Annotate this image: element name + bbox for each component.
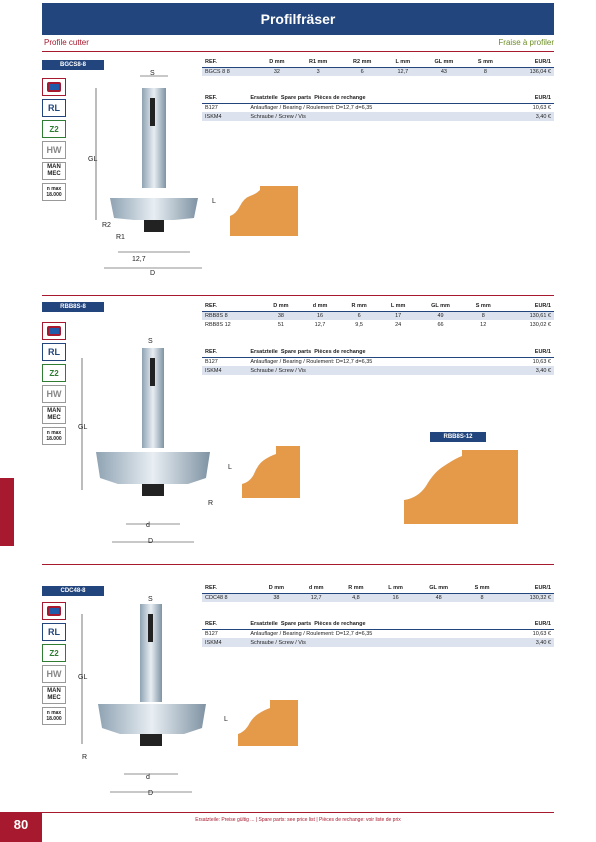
- z2-icon: Z2: [42, 120, 66, 138]
- z2-icon: Z2: [42, 364, 66, 382]
- page-number: 80: [0, 812, 42, 842]
- dim-gl: GL: [88, 156, 98, 163]
- dim-r: R: [82, 754, 88, 761]
- rotation-icon: [42, 602, 66, 620]
- wood-profile: [242, 446, 302, 500]
- spec-table: REF. D mm R1 mm R2 mm L mm GL mm S mm EUR/1 BGCS 8 8 32 3 6 12,7 43 8 136,04 €: [202, 58, 554, 76]
- rl-icon: RL: [42, 99, 66, 117]
- icon-column: [42, 78, 66, 204]
- product-tag: CDC48-8: [42, 586, 104, 596]
- dim-l: L: [228, 464, 232, 471]
- wood-profile: [238, 700, 300, 748]
- table-row: B127 Anlauflager / Bearing / Roulement: D=12,7 d=6,35 10,63 €: [205, 358, 551, 365]
- divider: [42, 564, 554, 565]
- product-section-bgcs8: [42, 58, 554, 288]
- product-tag: RBB8S-12: [430, 432, 486, 442]
- table-row: B127 Anlauflager / Bearing / Roulement: D=12,7 d=6,35 10,63 €: [205, 630, 551, 637]
- dim-gl: GL: [78, 424, 88, 431]
- rpm-icon: n max 18.000: [42, 427, 66, 445]
- dim-r2: R2: [102, 222, 111, 229]
- subheader-right: Fraise à profiler: [498, 38, 554, 47]
- page-title: Profilfräser: [42, 3, 554, 35]
- dim-l: L: [224, 716, 228, 723]
- wood-profile-large: [404, 450, 520, 526]
- spec-table: REF. D mm d mm R mm L mm GL mm S mm EUR/1 CDC48 8 38 12,7 4,8 16 48 8 130,32 €: [202, 584, 554, 602]
- table-row: ISKM4 Schraube / Screw / Vis 3,40 €: [202, 638, 554, 647]
- footer-note: Ersatzteile: Preise gültig ... | Spare parts: see price list | Pièces de rechange: voir liste de prix: [195, 817, 401, 823]
- table-row: B127 Anlauflager / Bearing / Roulement: D=12,7 d=6,35 10,63 €: [205, 104, 551, 111]
- dim-d: D: [148, 790, 154, 797]
- icon-column: [42, 602, 66, 728]
- man-mec-icon: MAN MEC: [42, 686, 66, 704]
- router-bit-drawing: [90, 68, 210, 288]
- rpm-icon: n max 18.000: [42, 183, 66, 201]
- dim-d: D: [150, 270, 156, 277]
- product-tag: BGCS8-8: [42, 60, 104, 70]
- subheader-left: Profile cutter: [44, 38, 89, 47]
- dim-r: R: [208, 500, 214, 507]
- table-row: RBB8S 8 38 16 6 17 49 8 130,61 €: [202, 311, 554, 320]
- dim-s: S: [150, 70, 155, 77]
- dim-r1: R1: [116, 234, 125, 241]
- dim-d-small: d: [146, 522, 150, 529]
- rl-icon: RL: [42, 623, 66, 641]
- table-row: CDC48 8 38 12,7 4,8 16 48 8 130,32 €: [202, 593, 554, 602]
- dim-d-small: d: [146, 774, 150, 781]
- dim-s: S: [148, 596, 153, 603]
- dim-d: D: [148, 538, 154, 545]
- man-mec-icon: MAN MEC: [42, 162, 66, 180]
- man-mec-icon: MAN MEC: [42, 406, 66, 424]
- divider: [42, 295, 554, 296]
- table-row: ISKM4 Schraube / Screw / Vis 3,40 €: [202, 112, 554, 121]
- product-section-rbb8s: [42, 300, 554, 560]
- spare-parts-table: REF. Ersatzteile Spare parts Pièces de rechange EUR/1 B127 Anlauflager / Bearing / Roulement: D=12,7 d=6,35 10,63 € ISKM4 Schraube / Screw / Vis 3,40 €: [202, 348, 554, 375]
- hw-icon: HW: [42, 141, 66, 159]
- spec-table: REF. D mm d mm R mm L mm GL mm S mm EUR/1 RBB8S 8 38 16 6 17 49 8 130,61 € RBB8S 12 51 12,7 9,5 24 66 12 130,02 €: [202, 302, 554, 329]
- rpm-icon: n max 18.000: [42, 707, 66, 725]
- dim-l: L: [212, 198, 216, 205]
- chapter-tab: [0, 478, 14, 546]
- rotation-icon: [42, 78, 66, 96]
- divider: [42, 812, 554, 813]
- wood-profile: [230, 186, 300, 238]
- dim-12-7: 12,7: [132, 256, 146, 263]
- z2-icon: Z2: [42, 644, 66, 662]
- product-section-cdc48: [42, 580, 554, 806]
- icon-column: [42, 322, 66, 448]
- subheader: [42, 38, 554, 50]
- spare-parts-table: REF. Ersatzteile Spare parts Pièces de rechange EUR/1 B127 Anlauflager / Bearing / Roulement: D=12,7 d=6,35 10,63 € ISKM4 Schraube / Screw / Vis 3,40 €: [202, 620, 554, 647]
- dim-s: S: [148, 338, 153, 345]
- hw-icon: HW: [42, 385, 66, 403]
- table-row: ISKM4 Schraube / Screw / Vis 3,40 €: [202, 366, 554, 375]
- dim-gl: GL: [78, 674, 88, 681]
- divider: [42, 51, 554, 52]
- hw-icon: HW: [42, 665, 66, 683]
- spare-parts-table: REF. Ersatzteile Spare parts Pièces de rechange EUR/1 B127 Anlauflager / Bearing / Roulement: D=12,7 d=6,35 10,63 € ISKM4 Schraube / Screw / Vis 3,40 €: [202, 94, 554, 121]
- product-tag: RBB8S-8: [42, 302, 104, 312]
- rotation-icon: [42, 322, 66, 340]
- rl-icon: RL: [42, 343, 66, 361]
- table-row: BGCS 8 8 32 3 6 12,7 43 8 136,04 €: [202, 67, 554, 76]
- table-row: RBB8S 12 51 12,7 9,5 24 66 12 130,02 €: [205, 321, 551, 328]
